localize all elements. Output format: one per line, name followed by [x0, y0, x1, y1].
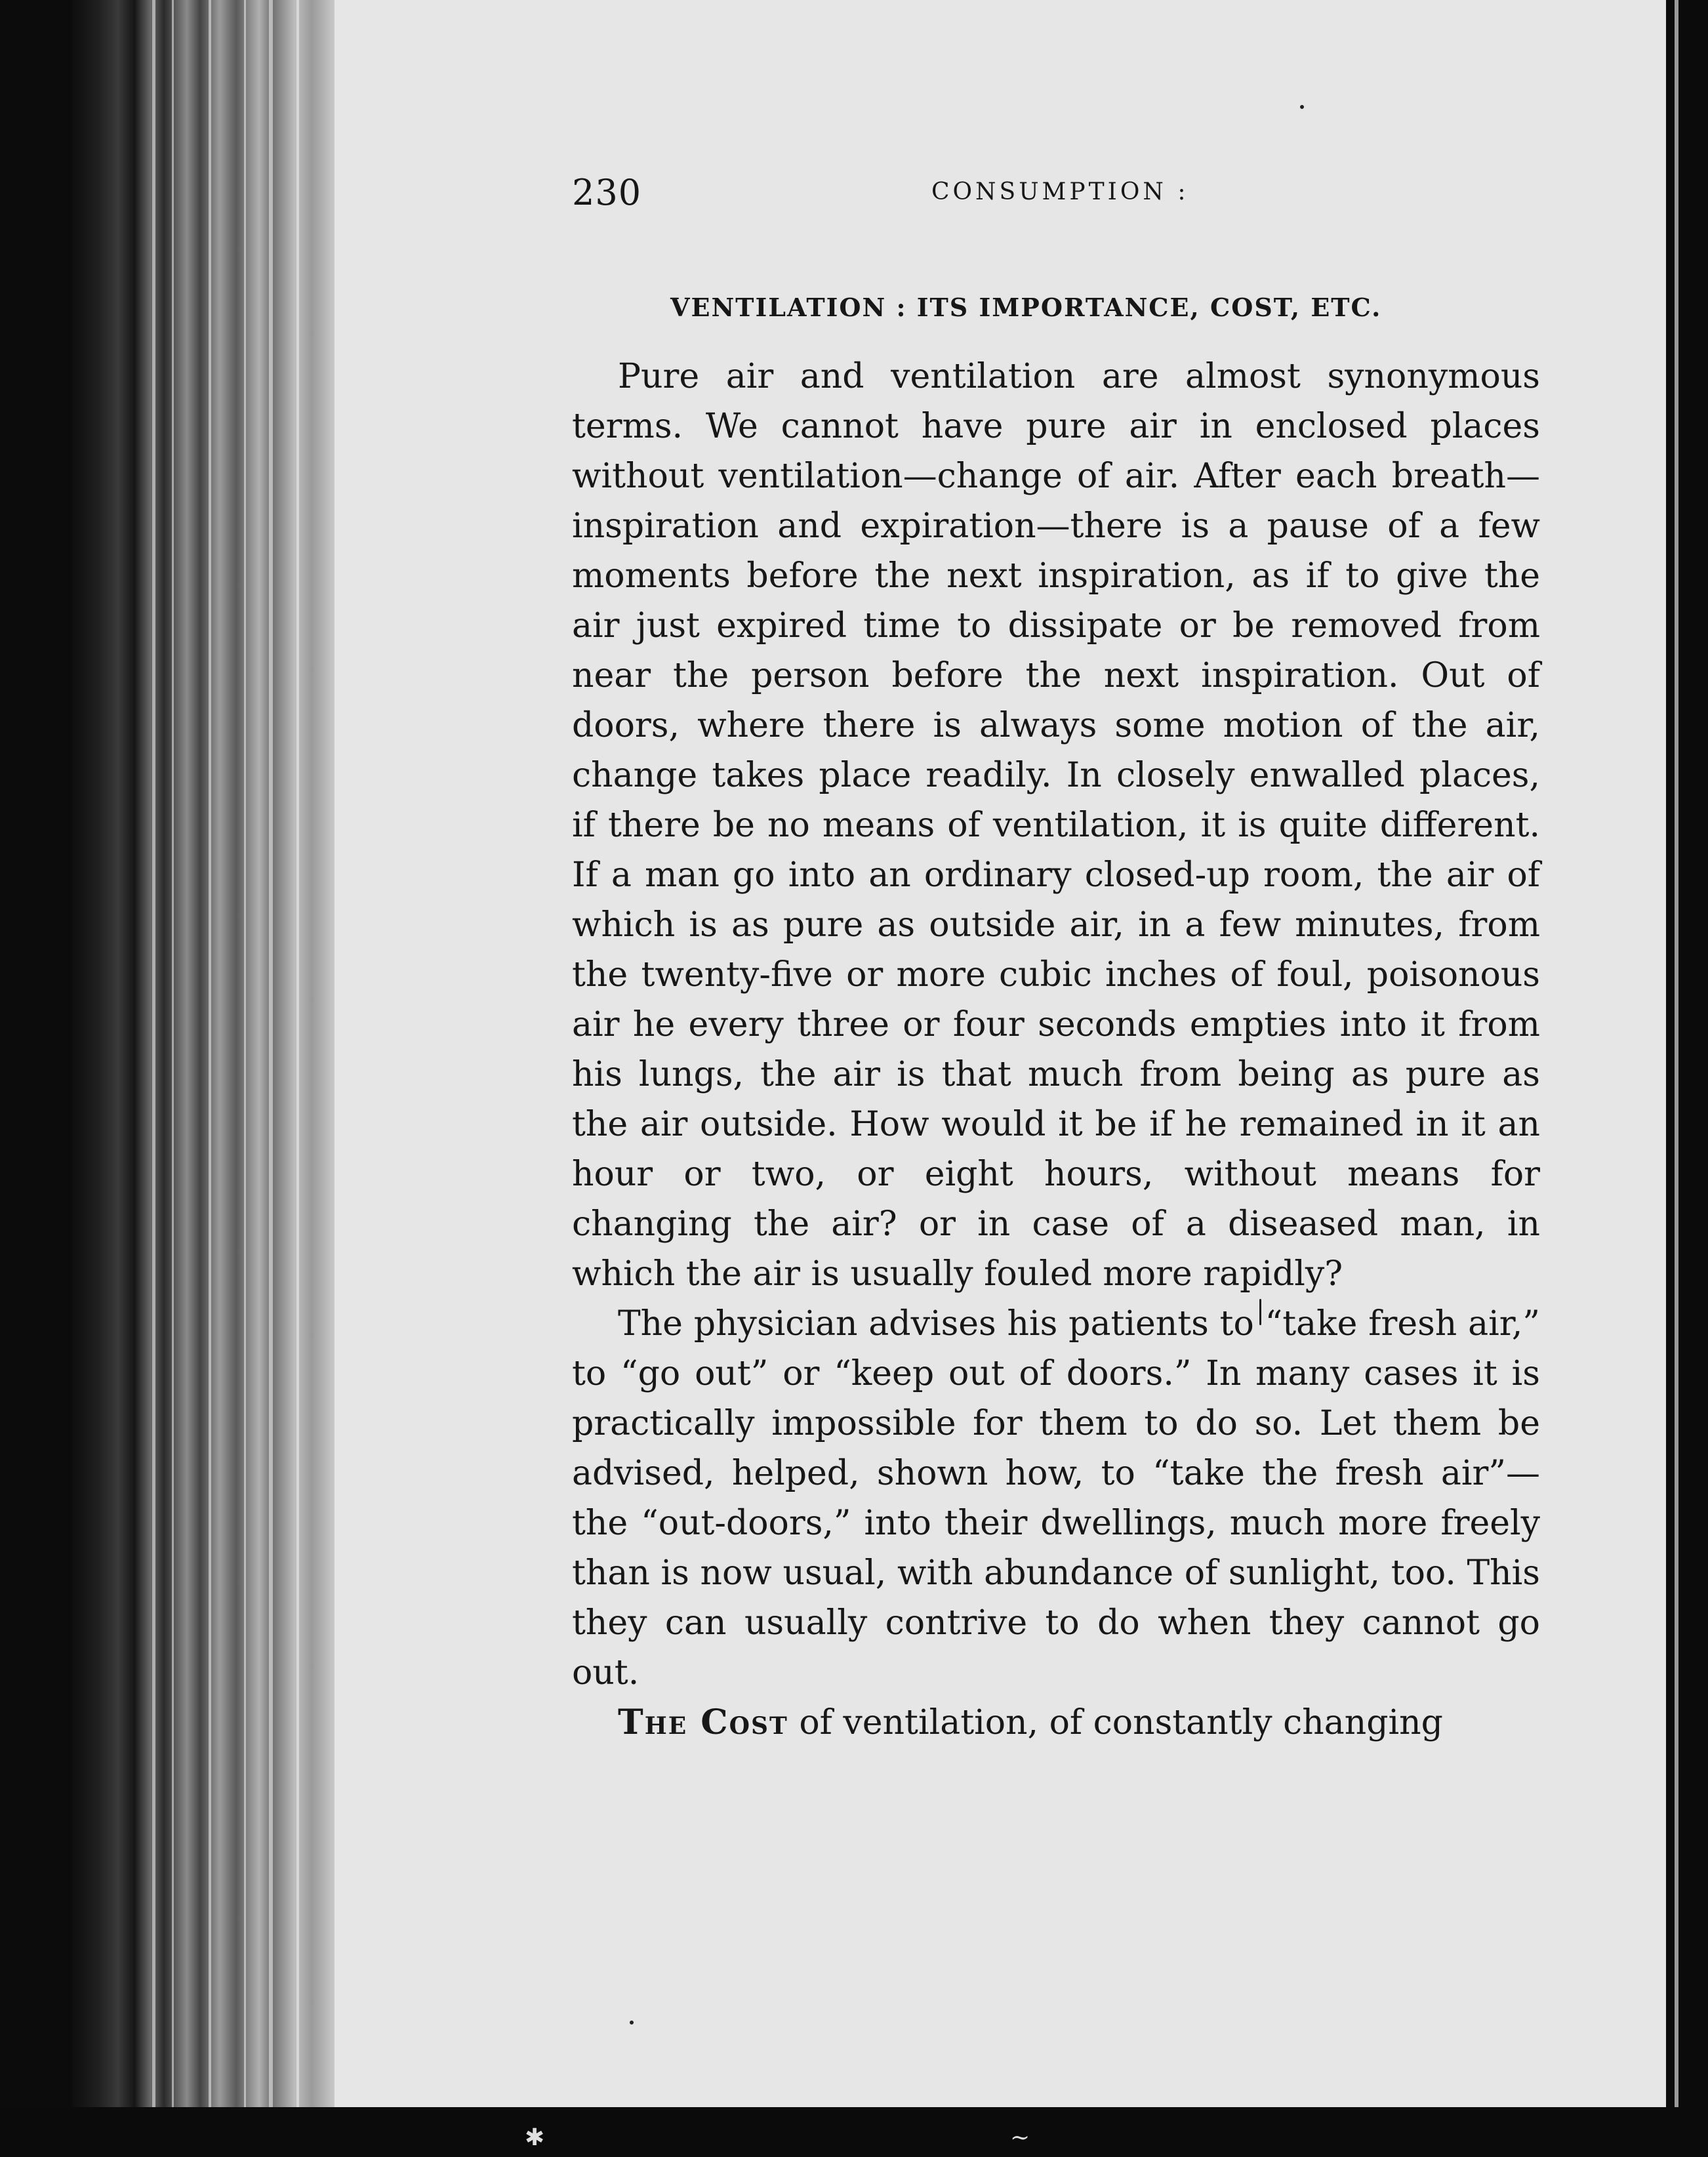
bottom-blemish: ∼	[1010, 2124, 1030, 2151]
section-heading: VENTILATION : ITS IMPORTANCE, COST, ETC.	[670, 293, 1382, 322]
gutter-streak	[209, 0, 211, 2157]
scan-bottom-border	[0, 2107, 1708, 2157]
paragraph-text: of ventilation, of constantly changing	[788, 1703, 1443, 1742]
bottom-blemish: ✱	[525, 2124, 545, 2151]
page-number: 230	[572, 172, 642, 213]
paragraph	[572, 1698, 1540, 1748]
paragraph-lead: The Cost	[618, 1702, 788, 1742]
scan-right-border	[1666, 0, 1708, 2157]
body-text	[572, 352, 1540, 1748]
gutter-streak	[296, 0, 299, 2157]
paragraph: Pure air and ventilation are almost synonymous terms. We cannot have pure air in enclosed places without ventilation—change of air. After each breath—inspiration and expiration—there is a pause of a few moments before the next inspiration, as if to give the air just expired time to dissipate or be removed from near the person before the next inspiration. Out of doors, where there is always some motion of the air, change takes place readily. In closely enwalled places, if there be no means of ventilation, it is quite different. If a man go into an ordinary closed-up room, the air of which is as pure as outside air, in a few minutes, from the twenty-five or more cubic inches of foul, poisonous air he every three or four seconds empties into it from his lungs, the air is that much from being as pure as the air outside. How would it be if he remained in it an hour or two, or eight hours, without means for changing the air? or in case of a diseased man, in which the air is usually fouled more rapidly?	[572, 357, 1540, 1294]
scan-left-border	[0, 0, 72, 2157]
gutter-streak	[269, 0, 273, 2157]
book-gutter	[72, 0, 335, 2157]
paper-speck	[1300, 105, 1304, 109]
running-head: CONSUMPTION :	[931, 178, 1189, 205]
page-header	[572, 172, 1536, 218]
gutter-streak	[152, 0, 155, 2157]
gutter-streak	[244, 0, 246, 2157]
scan-right-edge-line	[1675, 0, 1678, 2157]
paragraph: The physician advises his patients to “take fresh air,” to “go out” or “keep out of doors.” In many cases it is practically impossible for them to do so. Let them be advised, helped, shown how, to “take the fresh air”—the “out-doors,” into their dwellings, much more freely than is now usual, with abundance of sunlight, too. This they can usually contrive to do when they cannot go out.	[572, 1304, 1540, 1693]
gutter-streak	[172, 0, 174, 2157]
paper-speck	[630, 2021, 634, 2024]
